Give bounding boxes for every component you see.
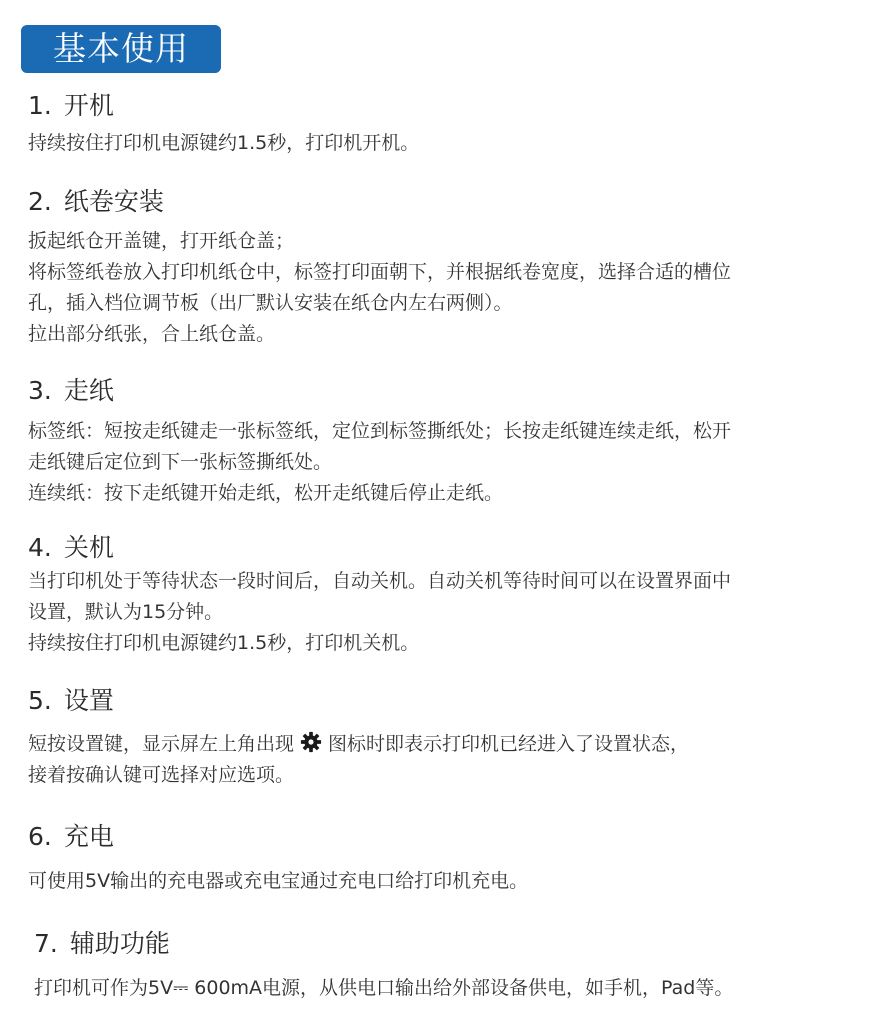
section-heading-settings <box>28 686 114 716</box>
section-body-power-on <box>28 128 858 159</box>
text-line: 扳起纸仓开盖键，打开纸仓盖； <box>28 230 295 252</box>
section-number: 4. <box>28 533 52 562</box>
text-segment: 图标时即表示打印机已经进入了设置状态， <box>328 733 690 755</box>
section-body-aux-function <box>34 973 864 1004</box>
text-line: 接着按确认键可选择对应选项。 <box>28 764 295 786</box>
section-body-paper-install <box>28 226 858 350</box>
text-line: 标签纸：短按走纸键走一张标签纸，定位到标签撕纸处；长按走纸键连续走纸，松开 <box>28 420 732 442</box>
section-title: 充电 <box>63 822 114 851</box>
text-line: 孔，插入档位调节板（出厂默认安装在纸仓内左右两侧）。 <box>28 292 513 314</box>
section-body-charging <box>28 866 858 897</box>
section-body-settings <box>28 729 858 791</box>
text-line: 将标签纸卷放入打印机纸仓中，标签打印面朝下，并根据纸卷宽度，选择合适的槽位 <box>28 261 732 283</box>
section-title: 纸卷安装 <box>63 187 164 216</box>
section-title: 设置 <box>63 686 114 715</box>
section-title: 关机 <box>63 533 114 562</box>
section-number: 7. <box>34 929 58 958</box>
section-title: 开机 <box>63 91 114 120</box>
section-number: 3. <box>28 376 52 405</box>
section-number: 5. <box>28 686 52 715</box>
section-body-power-off <box>28 566 858 659</box>
text-line: 持续按住打印机电源键约1.5秒，打印机开机。 <box>28 132 420 154</box>
section-body-paper-feed <box>28 416 858 509</box>
text-line: 走纸键后定位到下一张标签撕纸处。 <box>28 451 333 473</box>
text-segment: 短按设置键，显示屏左上角出现 <box>28 733 295 755</box>
section-heading-paper-install <box>28 187 164 217</box>
text-line: 可使用5V输出的充电器或充电宝通过充电口给打印机充电。 <box>28 870 529 892</box>
section-number: 1. <box>28 91 52 120</box>
section-heading-aux-function <box>34 929 170 959</box>
section-heading-charging <box>28 822 114 852</box>
section-heading-power-off <box>28 533 114 563</box>
section-title: 辅助功能 <box>69 929 170 958</box>
section-number: 6. <box>28 822 52 851</box>
text-line: 连续纸：按下走纸键开始走纸，松开走纸键后停止走纸。 <box>28 482 504 504</box>
text-line: 持续按住打印机电源键约1.5秒，打印机关机。 <box>28 632 420 654</box>
page-title: 基本使用 <box>21 25 221 73</box>
text-line: 拉出部分纸张，合上纸仓盖。 <box>28 323 276 345</box>
text-line: 打印机可作为5V⎓ 600mA电源，从供电口输出给外部设备供电，如手机，Pad等。 <box>34 977 734 999</box>
section-number: 2. <box>28 187 52 216</box>
gear-icon <box>300 731 322 753</box>
text-line: 当打印机处于等待状态一段时间后，自动关机。自动关机等待时间可以在设置界面中 <box>28 570 732 592</box>
section-heading-paper-feed <box>28 376 114 406</box>
text-line: 设置，默认为15分钟。 <box>28 601 224 623</box>
text-line <box>28 729 858 760</box>
section-title: 走纸 <box>63 376 114 405</box>
section-heading-power-on <box>28 91 114 121</box>
